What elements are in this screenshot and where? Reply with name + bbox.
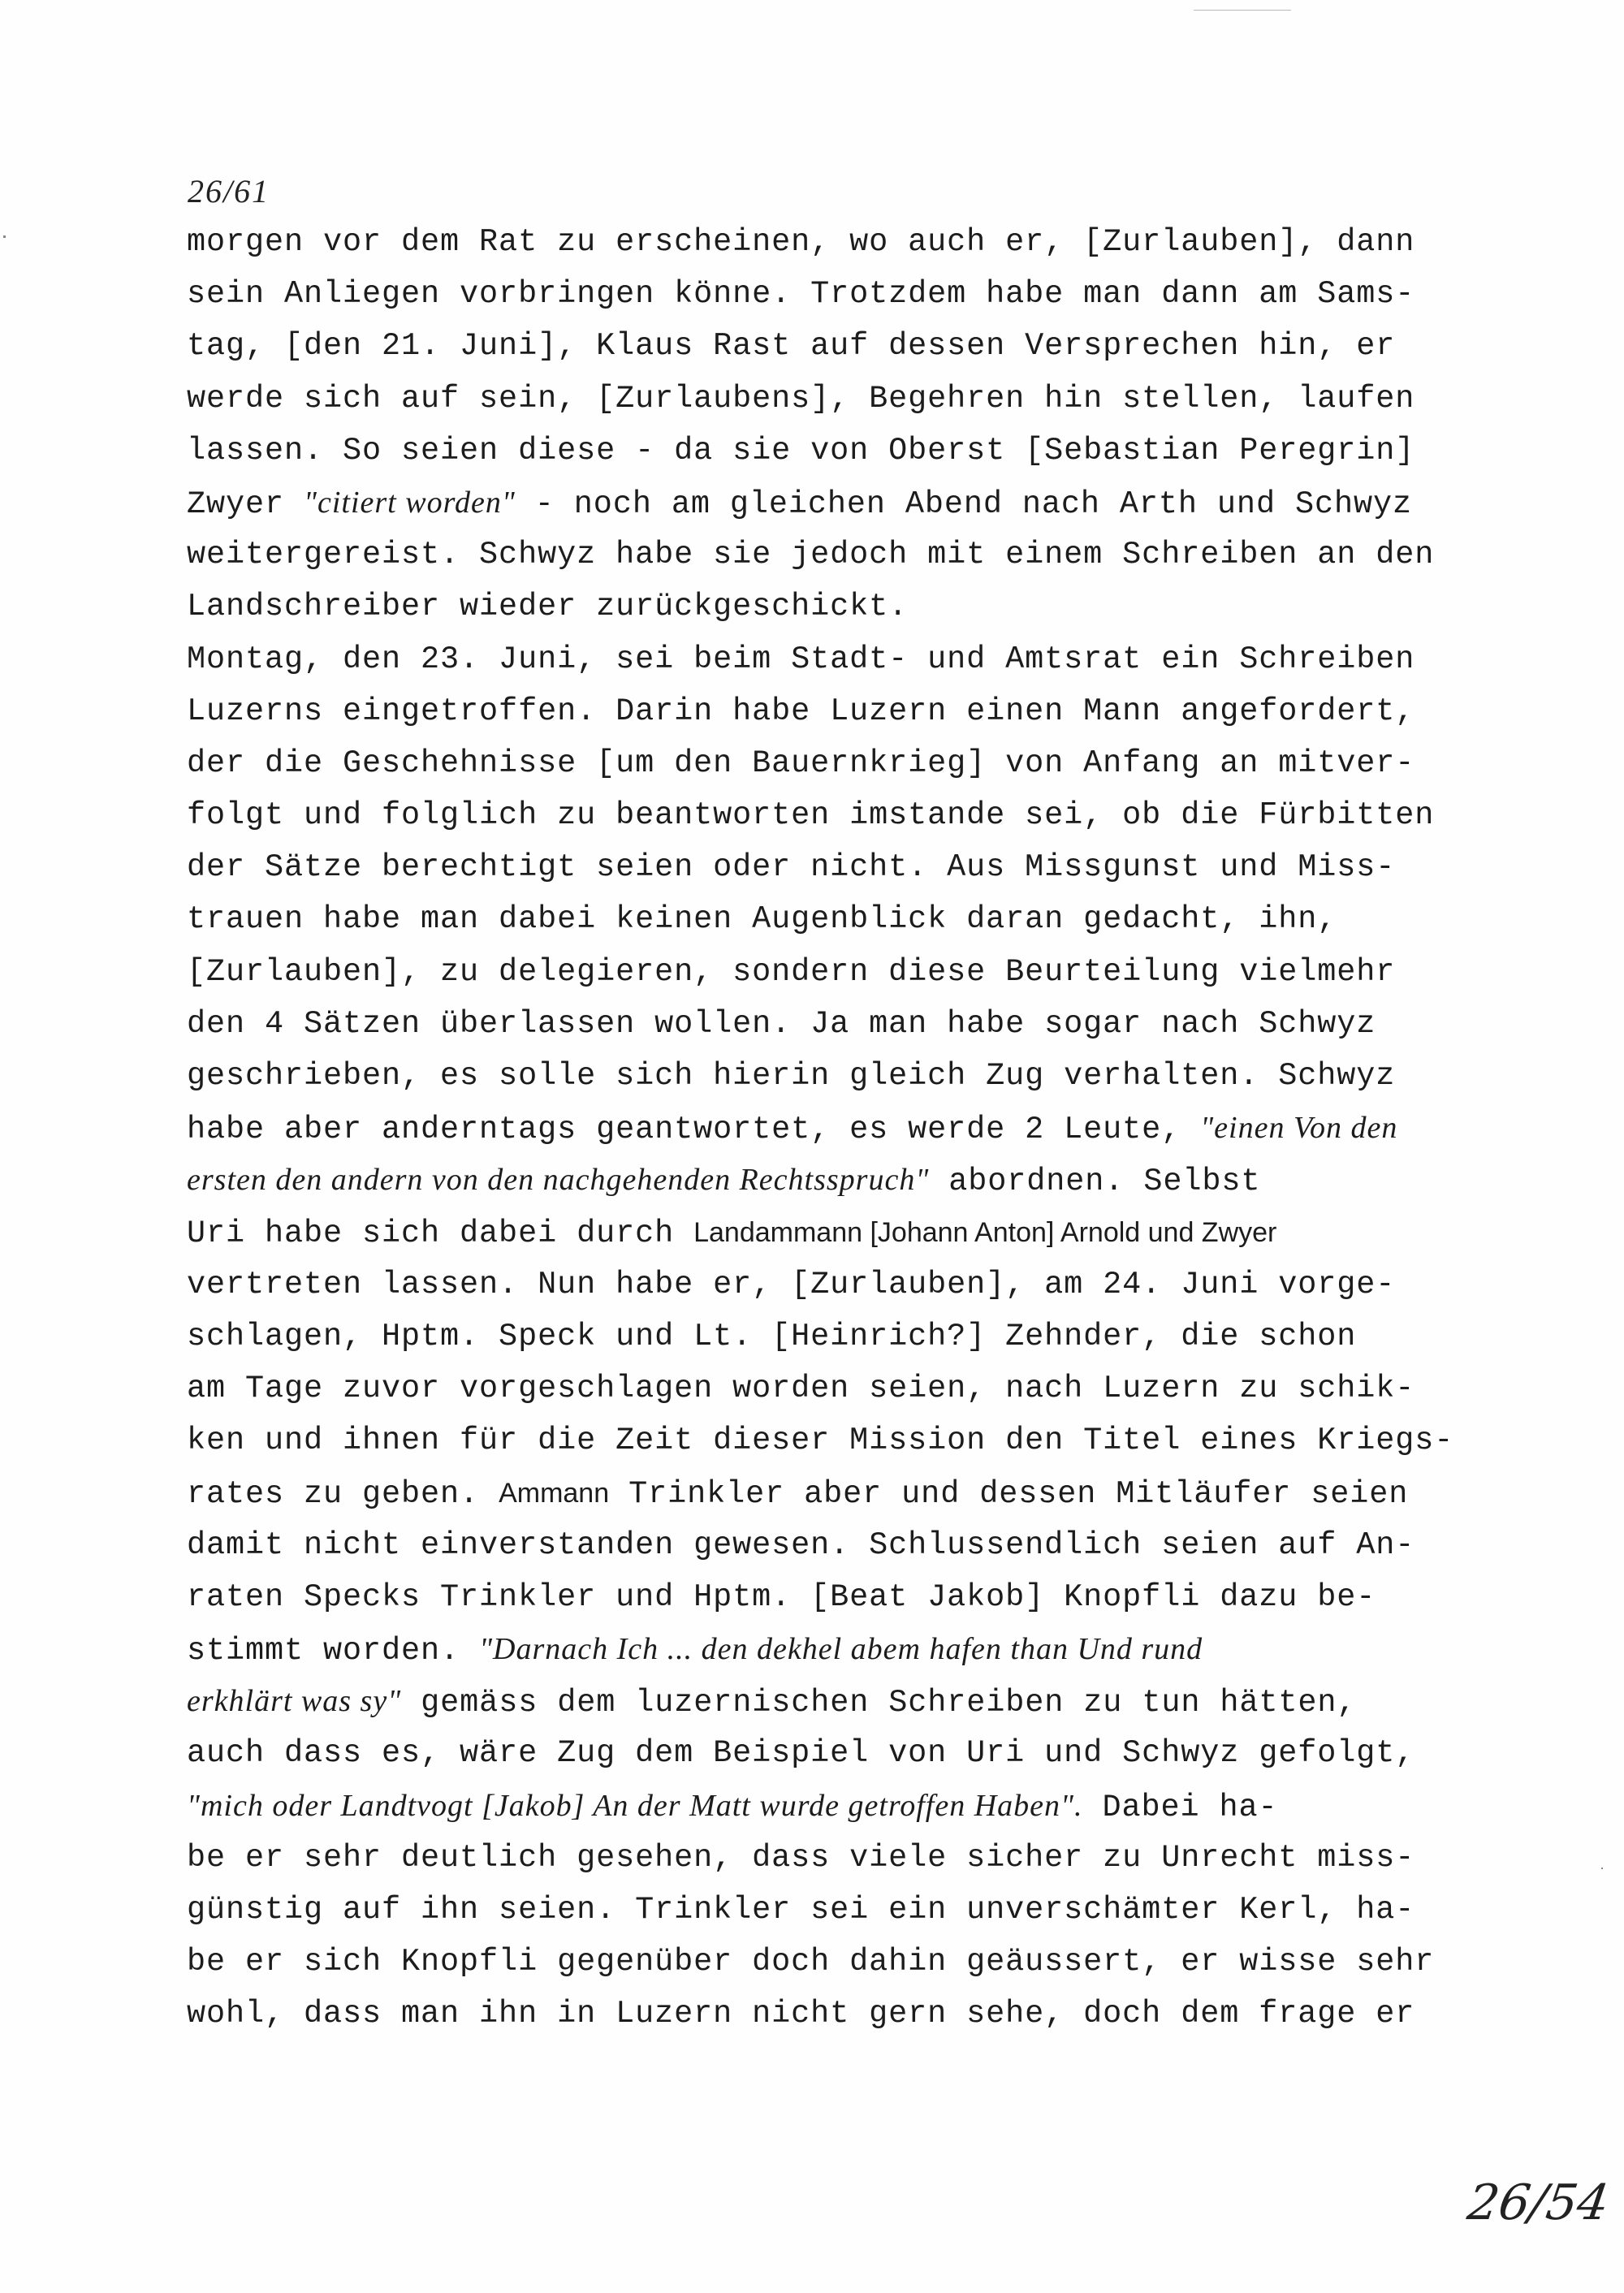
text-segment: schlagen, Hptm. Speck und Lt. [Heinrich?] Zehnder, die schon xyxy=(187,1318,1357,1354)
handwritten-page-number: 26/54 xyxy=(1464,2174,1613,2231)
text-line xyxy=(187,1884,1518,1936)
text-segment: sein Anliegen vorbringen könne. Trotzdem habe man dann am Sams- xyxy=(187,276,1415,313)
quoted-source-text: "citiert worden" xyxy=(304,485,516,520)
text-line xyxy=(187,1623,1518,1675)
text-segment: lassen. So seien diese - da sie von Oberst [Sebastian Peregrin] xyxy=(187,432,1415,469)
text-segment: tag, [den 21. Juni], Klaus Rast auf dessen Versprechen hin, er xyxy=(187,328,1396,365)
text-segment: folgt und folglich zu beantworten imstande sei, ob die Fürbitten xyxy=(187,797,1435,834)
text-line xyxy=(187,1259,1518,1311)
quoted-source-text: ersten den andern von den nachgehenden Rechtsspruch" xyxy=(187,1163,930,1198)
quoted-source-text: erkhlärt was sy" xyxy=(187,1684,402,1719)
text-segment: abordnen. Selbst xyxy=(929,1164,1261,1200)
text-line xyxy=(187,1414,1518,1466)
text-line xyxy=(187,477,1518,529)
text-line xyxy=(187,998,1518,1050)
text-segment: raten Specks Trinkler und Hptm. [Beat Jakob] Knopfli dazu be- xyxy=(187,1578,1376,1615)
text-segment: Montag, den 23. Juni, sei beim Stadt- und Amtsrat ein Schreiben xyxy=(187,641,1415,677)
text-segment: der die Geschehnisse [um den Bauernkrieg] von Anfang an mitver- xyxy=(187,745,1415,781)
text-line xyxy=(187,320,1518,372)
text-segment: morgen vor dem Rat zu erscheinen, wo auch er, [Zurlauben], dann xyxy=(187,224,1415,260)
text-segment: am Tage zuvor vorgeschlagen worden seien, nach Luzern zu schik- xyxy=(187,1371,1415,1407)
text-line xyxy=(187,893,1518,945)
text-segment: damit nicht einverstanden gewesen. Schlussendlich seien auf An- xyxy=(187,1527,1415,1563)
text-line xyxy=(187,1727,1518,1779)
quoted-source-text: "mich oder Landtvogt [Jakob] An der Matt wurde getroffen Haben". xyxy=(187,1788,1083,1823)
text-segment: geschrieben, es solle sich hierin gleich Zug verhalten. Schwyz xyxy=(187,1058,1396,1094)
text-segment: habe aber anderntags geantwortet, es werde 2 Leute, xyxy=(187,1112,1201,1148)
text-line xyxy=(187,1207,1518,1259)
text-line xyxy=(187,1362,1518,1414)
text-line xyxy=(187,529,1518,581)
text-line xyxy=(187,216,1518,268)
text-segment: - noch am gleichen Abend nach Arth und Schwyz xyxy=(515,486,1412,522)
text-line xyxy=(187,268,1518,320)
text-line xyxy=(187,1780,1518,1832)
page-label-top: 26/61 xyxy=(188,173,270,209)
text-segment: gemäss dem luzernischen Schreiben zu tun hätten, xyxy=(401,1685,1357,1721)
text-line xyxy=(187,841,1518,893)
text-segment: wohl, dass man ihn in Luzern nicht gern sehe, doch dem frage er xyxy=(187,1996,1415,2032)
text-line xyxy=(187,1467,1518,1519)
text-line xyxy=(187,737,1518,789)
quoted-source-text: "Darnach Ich ... den dekhel abem hafen than Und rund xyxy=(479,1632,1203,1667)
text-line xyxy=(187,946,1518,998)
text-segment: rates zu geben. xyxy=(187,1475,499,1512)
scan-speck xyxy=(3,235,6,238)
text-line xyxy=(187,1936,1518,1988)
quoted-source-text: "einen Von den xyxy=(1200,1111,1398,1146)
text-segment: Landammann [Johann Anton] Arnold und Zwyer xyxy=(693,1216,1277,1248)
text-segment: [Zurlauben], zu delegieren, sondern diese Beurteilung vielmehr xyxy=(187,953,1396,990)
text-segment: den 4 Sätzen überlassen wollen. Ja man habe sogar nach Schwyz xyxy=(187,1005,1376,1042)
text-line xyxy=(187,1571,1518,1623)
text-line xyxy=(187,789,1518,841)
text-line xyxy=(187,581,1518,633)
text-segment: Uri habe sich dabei durch xyxy=(187,1215,694,1251)
text-line xyxy=(187,1675,1518,1727)
text-line xyxy=(187,373,1518,425)
text-segment: Luzerns eingetroffen. Darin habe Luzern einen Mann angefordert, xyxy=(187,693,1415,729)
text-segment: weitergereist. Schwyz habe sie jedoch mit einem Schreiben an den xyxy=(187,537,1435,573)
text-line xyxy=(187,1519,1518,1571)
text-line xyxy=(187,1154,1518,1206)
text-line xyxy=(187,1102,1518,1154)
text-segment: der Sätze berechtigt seien oder nicht. Aus Missgunst und Miss- xyxy=(187,849,1396,886)
text-segment: Landschreiber wieder zurückgeschickt. xyxy=(187,589,909,625)
text-segment: ken und ihnen für die Zeit dieser Mission den Titel eines Kriegs- xyxy=(187,1423,1454,1459)
text-segment: be er sich Knopfli gegenüber doch dahin geäussert, er wisse sehr xyxy=(187,1944,1435,1980)
text-segment: Zwyer xyxy=(187,486,304,522)
scan-speck xyxy=(1194,10,1291,11)
text-line xyxy=(187,1050,1518,1102)
text-segment: auch dass es, wäre Zug dem Beispiel von Uri und Schwyz gefolgt, xyxy=(187,1735,1415,1772)
text-line xyxy=(187,1988,1518,2040)
body-text xyxy=(187,216,1518,2040)
text-segment: günstig auf ihn seien. Trinkler sei ein unverschämter Kerl, ha- xyxy=(187,1892,1415,1928)
text-segment: Dabei ha- xyxy=(1082,1789,1278,1825)
scan-speck xyxy=(1601,1868,1603,1869)
text-segment: be er sehr deutlich gesehen, dass viele sicher zu Unrecht miss- xyxy=(187,1839,1415,1876)
text-line xyxy=(187,633,1518,685)
text-line xyxy=(187,1311,1518,1362)
text-line xyxy=(187,685,1518,737)
text-segment: vertreten lassen. Nun habe er, [Zurlauben], am 24. Juni vorge- xyxy=(187,1266,1396,1302)
text-segment: werde sich auf sein, [Zurlaubens], Begehren hin stellen, laufen xyxy=(187,380,1415,417)
text-segment: Trinkler aber und dessen Mitläufer seien xyxy=(609,1475,1409,1512)
text-line xyxy=(187,1832,1518,1884)
text-segment: trauen habe man dabei keinen Augenblick daran gedacht, ihn, xyxy=(187,901,1337,938)
text-line xyxy=(187,425,1518,477)
text-segment: stimmt worden. xyxy=(187,1633,480,1669)
text-segment: Ammann xyxy=(499,1477,610,1509)
